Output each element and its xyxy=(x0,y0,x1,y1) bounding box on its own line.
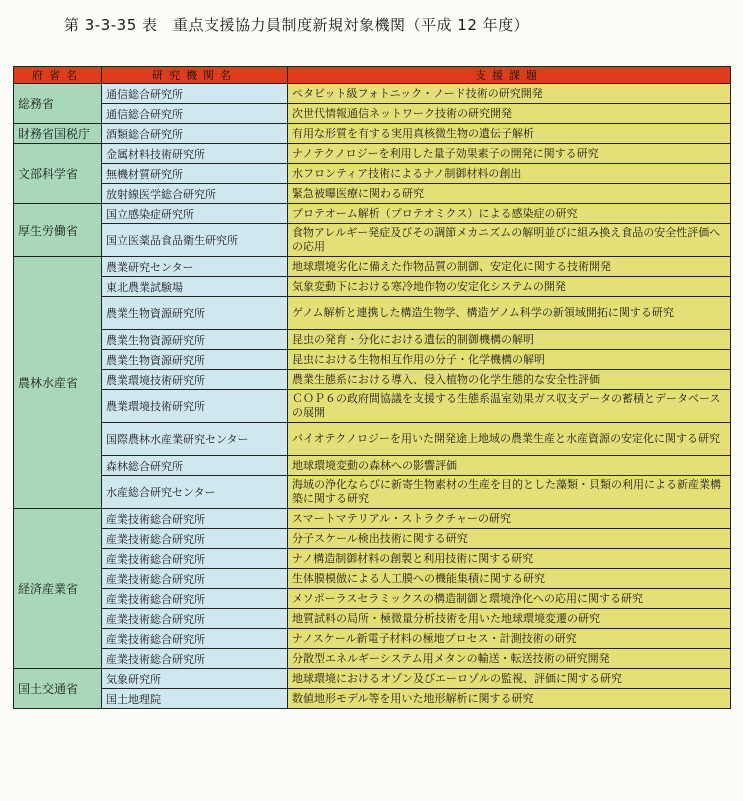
institution-cell: 産業技術総合研究所 xyxy=(102,649,288,669)
institution-cell: 農業環境技術研究所 xyxy=(102,390,288,423)
institution-cell: 農業環境技術研究所 xyxy=(102,370,288,390)
institution-cell: 産業技術総合研究所 xyxy=(102,569,288,589)
table-row xyxy=(14,390,731,423)
task-cell: 緊急被曝医療に関わる研究 xyxy=(288,184,731,204)
table-header-row xyxy=(14,67,731,84)
table-row xyxy=(14,529,731,549)
institution-cell: 通信総合研究所 xyxy=(102,104,288,124)
task-cell: ゲノム解析と連携した構造生物学、構造ゲノム科学の新領域開拓に関する研究 xyxy=(288,297,731,330)
institution-cell: 産業技術総合研究所 xyxy=(102,529,288,549)
institution-cell: 産業技術総合研究所 xyxy=(102,609,288,629)
task-cell: プロテオーム解析（プロテオミクス）による感染症の研究 xyxy=(288,204,731,224)
table-row xyxy=(14,549,731,569)
task-cell: 気象変動下における寒冷地作物の安定化システムの開発 xyxy=(288,277,731,297)
table-row xyxy=(14,184,731,204)
institution-cell: 農業研究センター xyxy=(102,257,288,277)
header-task: 支援課題 xyxy=(288,67,731,84)
institution-cell: 国立医薬品食品衛生研究所 xyxy=(102,224,288,257)
institution-cell: 森林総合研究所 xyxy=(102,456,288,476)
table-row xyxy=(14,476,731,509)
institution-cell: 無機材質研究所 xyxy=(102,164,288,184)
institution-cell: 農業生物資源研究所 xyxy=(102,297,288,330)
institution-cell: 酒類総合研究所 xyxy=(102,124,288,144)
institution-cell: 農業生物資源研究所 xyxy=(102,330,288,350)
table-row xyxy=(14,164,731,184)
institution-cell: 水産総合研究センター xyxy=(102,476,288,509)
table-row xyxy=(14,257,731,277)
task-cell: 分散型エネルギーシステム用メタンの輸送・転送技術の研究開発 xyxy=(288,649,731,669)
table-row xyxy=(14,104,731,124)
task-cell: 地球環境におけるオゾン及びエーロゾルの監視、評価に関する研究 xyxy=(288,669,731,689)
task-cell: ナノテクノロジーを利用した量子効果素子の開発に関する研究 xyxy=(288,144,731,164)
table-row xyxy=(14,204,731,224)
ministry-cell: 文部科学省 xyxy=(14,144,102,204)
table-row xyxy=(14,297,731,330)
institution-cell: 国土地理院 xyxy=(102,689,288,709)
table-row xyxy=(14,330,731,350)
table-row xyxy=(14,124,731,144)
task-cell: 水フロンティア技術によるナノ制御材料の創出 xyxy=(288,164,731,184)
task-cell: メソポーラスセラミックスの構造制御と環境浄化への応用に関する研究 xyxy=(288,589,731,609)
task-cell: バイオテクノロジーを用いた開発途上地域の農業生産と水産資源の安定化に関する研究 xyxy=(288,423,731,456)
task-cell: ナノ構造制御材料の創製と利用技術に関する研究 xyxy=(288,549,731,569)
page-title: 第 3-3-35 表 重点支援協力員制度新規対象機関（平成 12 年度） xyxy=(64,16,530,34)
table-row xyxy=(14,224,731,257)
header-ministry: 府省名 xyxy=(14,67,102,84)
table-row xyxy=(14,423,731,456)
ministry-cell: 国土交通省 xyxy=(14,669,102,709)
task-cell: 地球環境劣化に備えた作物品質の制御、安定化に関する技術開発 xyxy=(288,257,731,277)
task-cell: 分子スケール検出技術に関する研究 xyxy=(288,529,731,549)
task-cell: 昆虫の発育・分化における遺伝的制御機構の解明 xyxy=(288,330,731,350)
task-cell: 生体膜模倣による人工膜への機能集積に関する研究 xyxy=(288,569,731,589)
task-cell: スマートマテリアル・ストラクチャーの研究 xyxy=(288,509,731,529)
institution-cell: 産業技術総合研究所 xyxy=(102,509,288,529)
institution-cell: 国立感染症研究所 xyxy=(102,204,288,224)
task-cell: 地質試料の局所・極微量分析技術を用いた地球環境変遷の研究 xyxy=(288,609,731,629)
table-row xyxy=(14,589,731,609)
task-cell: ペタビット級フォトニック・ノード技術の研究開発 xyxy=(288,84,731,104)
header-institution: 研究機関名 xyxy=(102,67,288,84)
institution-cell: 通信総合研究所 xyxy=(102,84,288,104)
institution-cell: 放射線医学総合研究所 xyxy=(102,184,288,204)
institution-cell: 産業技術総合研究所 xyxy=(102,589,288,609)
task-cell: 海域の浄化ならびに新寄生物素材の生産を目的とした藻類・貝類の利用による新産業構築に関する研究 xyxy=(288,476,731,509)
institution-cell: 東北農業試験場 xyxy=(102,277,288,297)
ministry-cell: 財務省国税庁 xyxy=(14,124,102,144)
task-cell: 昆虫における生物相互作用の分子・化学機構の解明 xyxy=(288,350,731,370)
institution-cell: 金属材料技術研究所 xyxy=(102,144,288,164)
ministry-cell: 経済産業省 xyxy=(14,509,102,669)
task-cell: 次世代情報通信ネットワーク技術の研究開発 xyxy=(288,104,731,124)
institution-cell: 国際農林水産業研究センター xyxy=(102,423,288,456)
table-body xyxy=(14,84,731,709)
institution-cell: 産業技術総合研究所 xyxy=(102,629,288,649)
table-row xyxy=(14,509,731,529)
table-row xyxy=(14,689,731,709)
table-row xyxy=(14,456,731,476)
table-row xyxy=(14,669,731,689)
table-row xyxy=(14,629,731,649)
table-row xyxy=(14,84,731,104)
task-cell: 数値地形モデル等を用いた地形解析に関する研究 xyxy=(288,689,731,709)
ministry-cell: 農林水産省 xyxy=(14,257,102,509)
task-cell: 地球環境変動の森林への影響評価 xyxy=(288,456,731,476)
institution-cell: 産業技術総合研究所 xyxy=(102,549,288,569)
task-cell: ナノスケール新電子材料の極地プロセス・計測技術の研究 xyxy=(288,629,731,649)
ministry-cell: 厚生労働省 xyxy=(14,204,102,257)
institution-cell: 気象研究所 xyxy=(102,669,288,689)
task-cell: 農業生態系における導入、侵入植物の化学生態的な安全性評価 xyxy=(288,370,731,390)
ministry-cell: 総務省 xyxy=(14,84,102,124)
table-row xyxy=(14,609,731,629)
institution-cell: 農業生物資源研究所 xyxy=(102,350,288,370)
table-row xyxy=(14,144,731,164)
table-row xyxy=(14,649,731,669)
task-cell: 食物アレルギー発症及びその調節メカニズムの解明並びに組み換え食品の安全性評価への応用 xyxy=(288,224,731,257)
table-row xyxy=(14,277,731,297)
table-row xyxy=(14,350,731,370)
support-table xyxy=(13,66,731,709)
table-row xyxy=(14,370,731,390)
task-cell: ＣＯＰ６の政府間協議を支援する生態系温室効果ガス収支データの蓄積とデータベースの展開 xyxy=(288,390,731,423)
table-row xyxy=(14,569,731,589)
task-cell: 有用な形質を有する実用真核微生物の遺伝子解析 xyxy=(288,124,731,144)
